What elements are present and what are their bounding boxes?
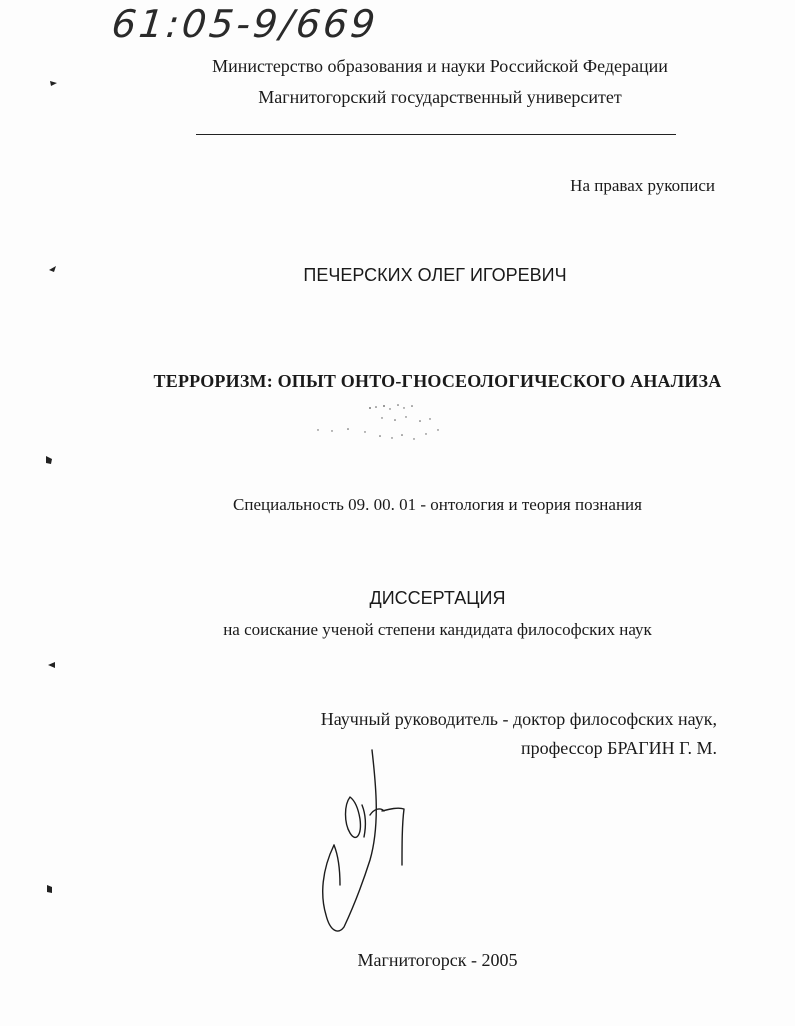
- handwritten-signature: [310, 745, 420, 935]
- scan-noise: [310, 400, 450, 445]
- punch-hole-mark: [49, 78, 59, 88]
- punch-hole-mark: [47, 660, 57, 670]
- author-name: ПЕЧЕРСКИХ ОЛЕГ ИГОРЕВИЧ: [303, 265, 567, 285]
- punch-hole-mark: [45, 884, 55, 894]
- ministry-name: Министерство образования и науки Российской Федерации: [212, 56, 668, 76]
- dissertation-title: ТЕРРОРИЗМ: ОПЫТ ОНТО-ГНОСЕОЛОГИЧЕСКОГО АНАЛИЗА: [153, 371, 722, 391]
- supervisor-name: профессор БРАГИН Г. М.: [520, 738, 717, 758]
- city-year: Магнитогорск - 2005: [357, 950, 518, 970]
- specialty-line: Специальность 09. 00. 01 - онтология и теория познания: [233, 495, 642, 514]
- punch-hole-mark: [48, 264, 58, 274]
- supervisor-degree: Научный руководитель - доктор философских наук,: [320, 709, 717, 729]
- dissertation-subtitle: на соискание ученой степени кандидата философских наук: [223, 620, 652, 639]
- archive-stamp: 61:05-9/669: [109, 2, 381, 46]
- header-divider: [196, 134, 676, 135]
- punch-hole-mark: [44, 455, 54, 465]
- university-name: Магнитогорский государственный университет: [258, 87, 622, 107]
- dissertation-heading: ДИССЕРТАЦИЯ: [369, 588, 506, 608]
- manuscript-note: На правах рукописи: [570, 176, 715, 195]
